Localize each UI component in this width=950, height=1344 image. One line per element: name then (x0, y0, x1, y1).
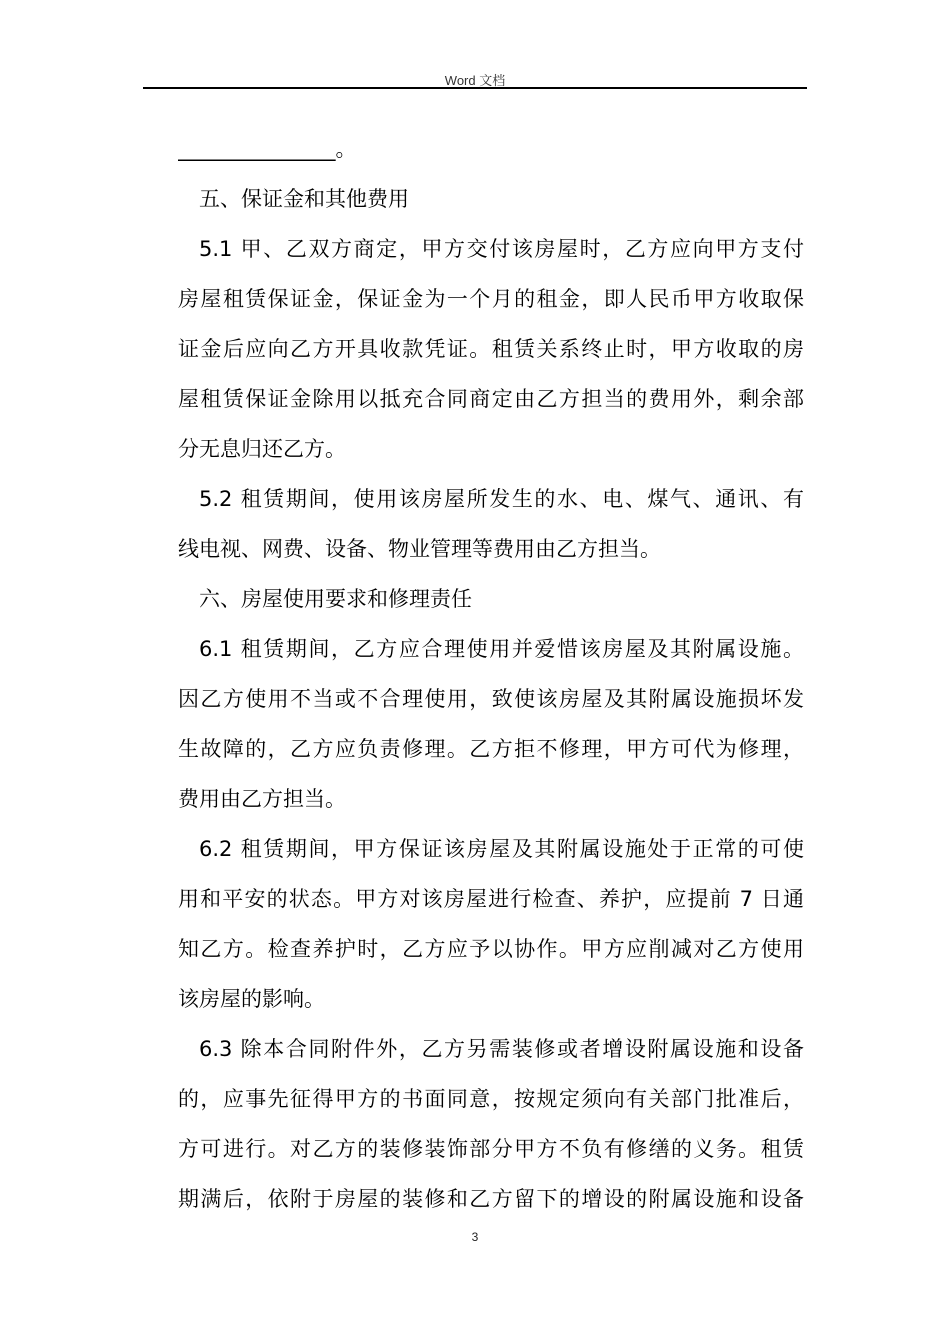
text-line: 生故障的，乙方应负责修理。乙方拒不修理，甲方可代为修理， (178, 737, 804, 761)
section-heading: 五、保证金和其他费用 (199, 187, 409, 211)
section-heading: 六、房屋使用要求和修理责任 (199, 587, 472, 611)
header-divider (143, 87, 807, 89)
text-line: 6.2 租赁期间，甲方保证该房屋及其附属设施处于正常的可使 (199, 837, 804, 861)
text-line: 费用由乙方担当。 (178, 787, 346, 811)
text-line: 线电视、网费、设备、物业管理等费用由乙方担当。 (178, 537, 661, 561)
text-line: 屋租赁保证金除用以抵充合同商定由乙方担当的费用外，剩余部 (178, 387, 804, 411)
text-line: 6.3 除本合同附件外，乙方另需装修或者增设附属设施和设备 (199, 1037, 804, 1061)
text-line: 分无息归还乙方。 (178, 437, 346, 461)
text-line: 因乙方使用不当或不合理使用，致使该房屋及其附属设施损坏发 (178, 687, 804, 711)
text-line: 方可进行。对乙方的装修装饰部分甲方不负有修缮的义务。租赁 (178, 1137, 804, 1161)
text-line: 期满后，依附于房屋的装修和乙方留下的增设的附属设施和设备 (178, 1187, 804, 1211)
text-line: 的，应事先征得甲方的书面同意，按规定须向有关部门批准后， (178, 1087, 804, 1111)
header-title: Word 文档 (444, 73, 506, 88)
text-line: 知乙方。检查养护时，乙方应予以协作。甲方应削减对乙方使用 (178, 937, 804, 961)
text-line: _______________。 (178, 137, 357, 161)
document-body (178, 124, 804, 1224)
text-line: 6.1 租赁期间，乙方应合理使用并爱惜该房屋及其附属设施。 (199, 637, 804, 661)
text-line: 用和平安的状态。甲方对该房屋进行检查、养护，应提前 7 日通 (178, 887, 804, 911)
text-line: 5.1 甲、乙双方商定，甲方交付该房屋时，乙方应向甲方支付 (199, 237, 804, 261)
text-line: 证金后应向乙方开具收款凭证。租赁关系终止时，甲方收取的房 (178, 337, 804, 361)
page-number: 3 (471, 1230, 479, 1244)
text-line: 5.2 租赁期间，使用该房屋所发生的水、电、煤气、通讯、有 (199, 487, 804, 511)
text-line: 该房屋的影响。 (178, 987, 325, 1011)
text-line: 房屋租赁保证金，保证金为一个月的租金，即人民币甲方收取保 (178, 287, 804, 311)
